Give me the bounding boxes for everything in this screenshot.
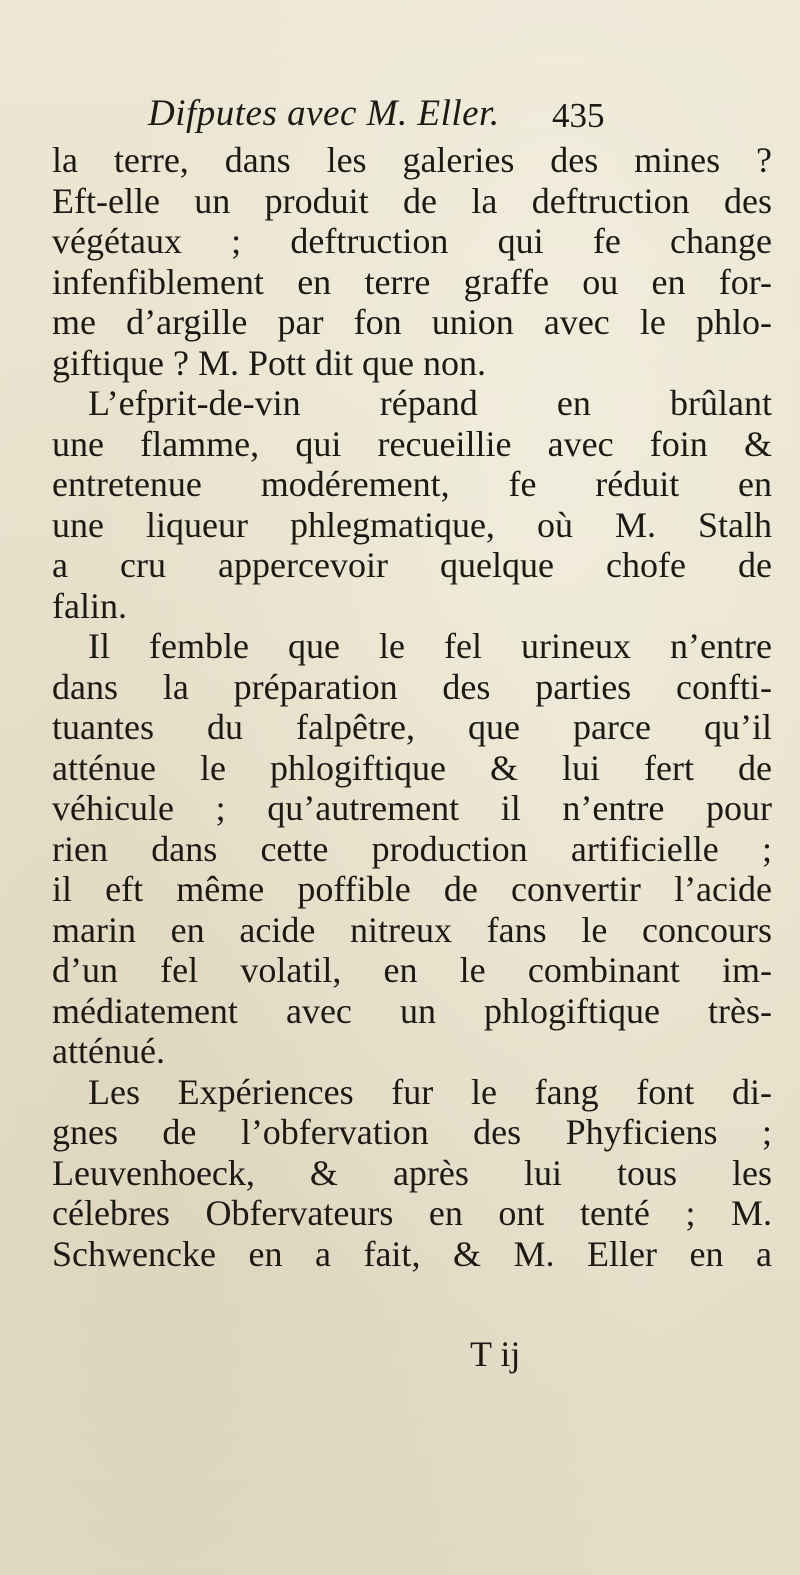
text-line: me d’argille par fon union avec le phlo- (52, 302, 772, 342)
page-number: 435 (552, 96, 605, 135)
text-line: célebres Obfervateurs en ont tenté ; M. (52, 1193, 772, 1233)
running-head: Difputes avec M. Eller. (148, 93, 500, 134)
body-text (52, 140, 772, 1274)
text-line: Schwencke en a fait, & M. Eller en a (52, 1233, 772, 1274)
page-header (52, 92, 752, 142)
text-line: tuantes du falpêtre, que parce qu’il (52, 707, 772, 747)
text-line: falin. (52, 585, 127, 626)
text-line: il eft même poffible de convertir l’acide (52, 869, 772, 909)
text-line: entretenue modérement, fe réduit en (52, 464, 772, 504)
text-line: Les Expériences fur le fang font di- (88, 1071, 772, 1112)
text-line: végétaux ; deftruction qui fe change (52, 221, 772, 261)
text-line: la terre, dans les galeries des mines ? (52, 140, 772, 180)
text-line: une flamme, qui recueillie avec foin & (52, 423, 772, 464)
text-line: a cru appercevoir quelque chofe de (52, 545, 772, 585)
text-line: atténué. (52, 1031, 165, 1071)
text-line: véhicule ; qu’autrement il n’entre pour (52, 788, 772, 828)
text-line: médiatement avec un phlogiftique très- (52, 990, 772, 1031)
text-line: Il femble que le fel urineux n’entre (88, 626, 772, 666)
text-line: rien dans cette production artificielle ; (52, 828, 772, 869)
text-line: atténue le phlogiftique & lui fert de (52, 747, 772, 788)
text-line: d’un fel volatil, en le combinant im- (52, 950, 772, 990)
text-line: marin en acide nitreux fans le concours (52, 909, 772, 950)
text-line: Eft-elle un produit de la deftruction des (52, 180, 772, 221)
text-line: une liqueur phlegmatique, où M. Stalh (52, 504, 772, 545)
text-line: gnes de l’obfervation des Phyficiens ; (52, 1112, 772, 1152)
text-line: giftique ? M. Pott dit que non. (52, 342, 486, 383)
text-line: L’efprit-de-vin répand en brûlant (88, 383, 772, 423)
text-line: Leuvenhoeck, & après lui tous les (52, 1152, 772, 1193)
signature-mark: T ij (470, 1334, 521, 1374)
text-line: dans la préparation des parties confti- (52, 666, 772, 707)
text-line: infenfiblement en terre graffe ou en for- (52, 261, 772, 302)
